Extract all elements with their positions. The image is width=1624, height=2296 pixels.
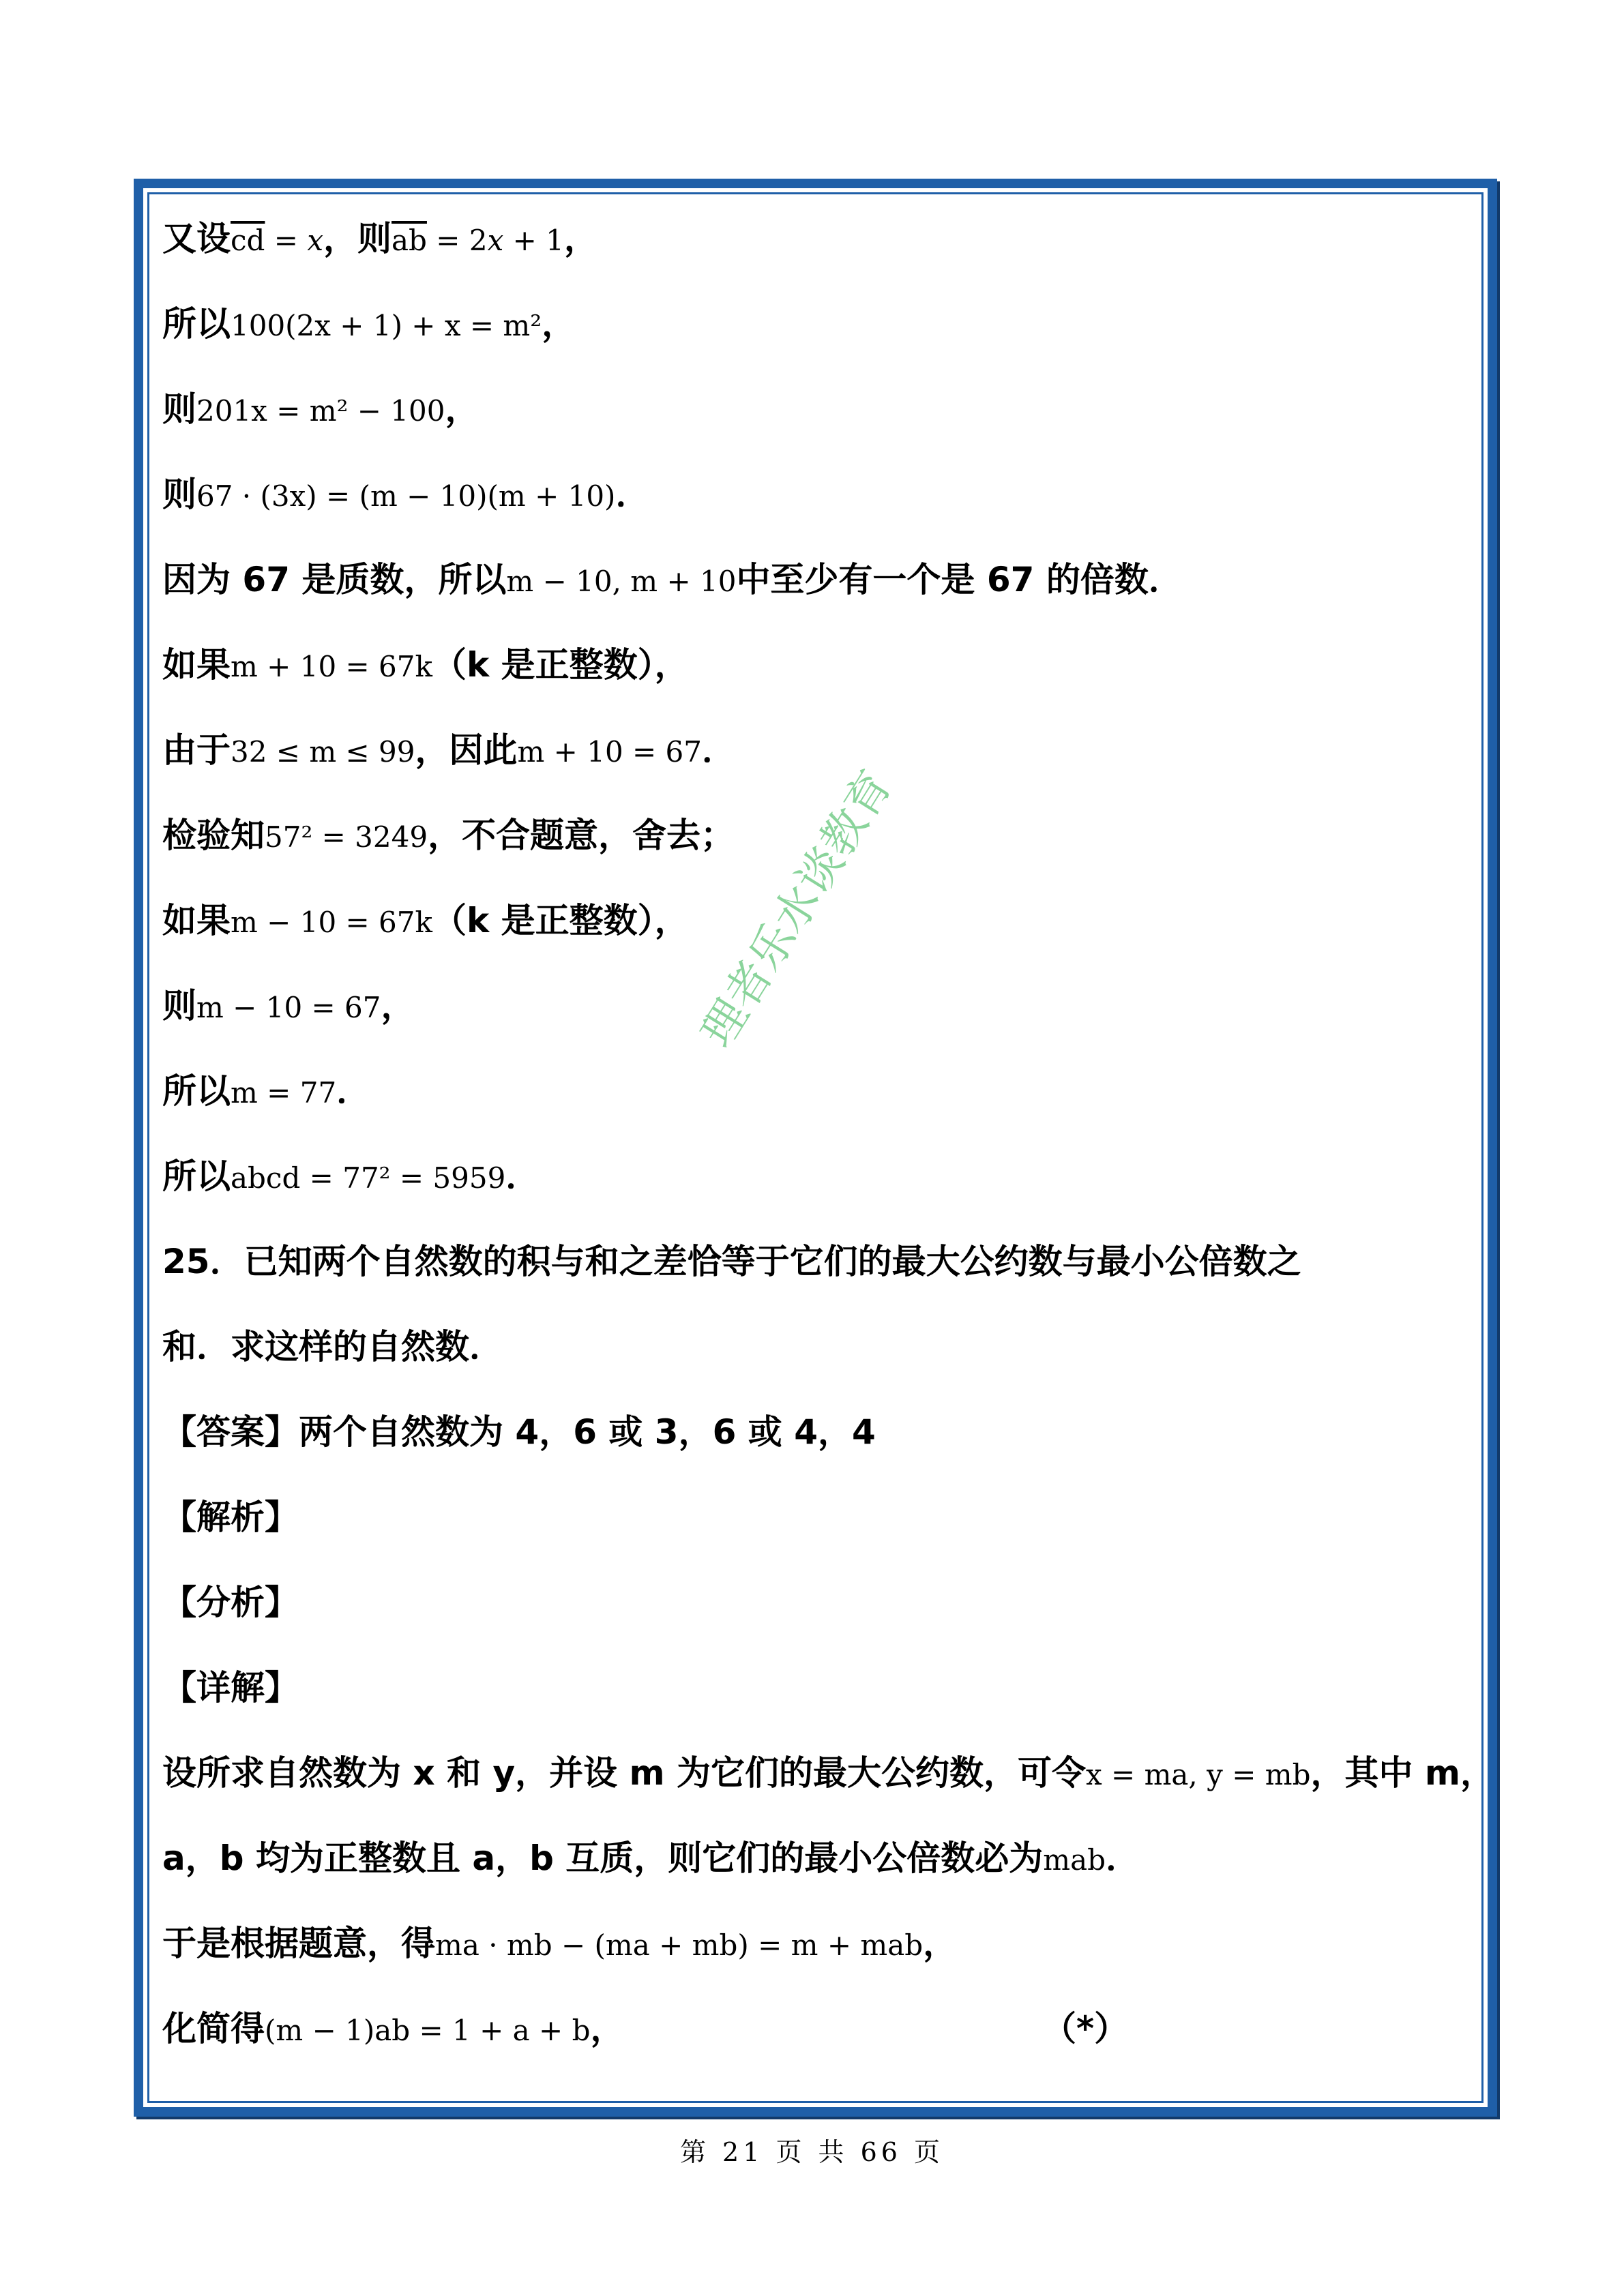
- math-expression: 67 · (3x) = (m − 10)(m + 10): [196, 479, 616, 513]
- text-line: 所以abcd = 77² = 5959．: [162, 1157, 540, 1196]
- text-line: 又设$\overline{cd} = x$，则$\overline{ab} = 2x + 1$，: [162, 219, 598, 258]
- text-line: 设所求自然数为 x 和 y，并设 m 为它们的最大公约数，可令x = ma, y = mb，其中 m，: [162, 1753, 1494, 1793]
- math-expression: m − 10 = 67: [196, 991, 381, 1024]
- text-line: 于是根据题意，得ma · mb − (ma + mb) = m + mab，: [162, 1924, 958, 1963]
- text-line: 则m − 10 = 67，: [162, 986, 415, 1026]
- math-expression: ma · mb − (ma + mb) = m + mab: [435, 1928, 924, 1962]
- text-line: a，b 均为正整数且 a，b 互质，则它们的最小公倍数必为mab．: [162, 1838, 1140, 1878]
- section-heading: 【分析】: [162, 1583, 299, 1622]
- section-heading: 【解析】: [162, 1497, 299, 1537]
- text-line: 所以100(2x + 1) + x = m²，: [162, 304, 576, 344]
- text-line: 由于32 ≤ m ≤ 99，因此m + 10 = 67．: [162, 730, 736, 770]
- watermark: 理者乐水谈教育: [690, 761, 902, 1056]
- math-expression: $\overline{cd} = x$: [231, 224, 324, 257]
- equation-label: （*）: [1042, 2009, 1129, 2048]
- math-expression: mab: [1043, 1843, 1106, 1877]
- text-line: 检验知57² = 3249，不合题意，舍去；: [162, 816, 735, 855]
- math-expression: 100(2x + 1) + x = m²: [231, 309, 542, 342]
- math-expression: m + 10 = 67: [517, 735, 702, 769]
- math-expression: 57² = 3249: [265, 820, 428, 854]
- answer-heading: 【答案】两个自然数为 4，6 或 3，6 或 4，4: [162, 1412, 876, 1452]
- math-expression: m + 10 = 67k: [231, 650, 432, 683]
- question-text: 和．求这样的自然数．: [162, 1327, 503, 1367]
- question-text: 25．已知两个自然数的积与和之差恰等于它们的最大公约数与最小公倍数之: [162, 1242, 1301, 1281]
- math-expression: abcd = 77² = 5959: [231, 1161, 506, 1195]
- math-expression: m − 10 = 67k: [231, 906, 432, 939]
- text-line: 所以m = 77．: [162, 1071, 371, 1111]
- math-expression: (m − 1)ab = 1 + a + b: [265, 2014, 591, 2047]
- text-line: 化简得(m − 1)ab = 1 + a + b， （*）: [162, 2009, 1129, 2048]
- text-line: 如果m + 10 = 67k（k 是正整数），: [162, 645, 689, 685]
- text-line: 则201x = m² − 100，: [162, 389, 479, 429]
- text-line: 则67 · (3x) = (m − 10)(m + 10)．: [162, 475, 650, 514]
- math-expression: x = ma, y = mb: [1085, 1758, 1311, 1791]
- section-heading: 【详解】: [162, 1668, 299, 1708]
- text-line: 如果m − 10 = 67k（k 是正整数），: [162, 901, 689, 940]
- math-expression: 201x = m² − 100: [196, 394, 445, 428]
- math-expression: m = 77: [231, 1076, 337, 1109]
- page-footer: 第 21 页 共 66 页: [679, 2137, 945, 2167]
- math-expression: m − 10, m + 10: [506, 565, 737, 598]
- math-expression: 32 ≤ m ≤ 99: [231, 735, 415, 769]
- math-expression: $\overline{ab} = 2x + 1$: [392, 224, 564, 257]
- text-line: 因为 67 是质数，所以m − 10, m + 10中至少有一个是 67 的倍数．: [162, 560, 1183, 599]
